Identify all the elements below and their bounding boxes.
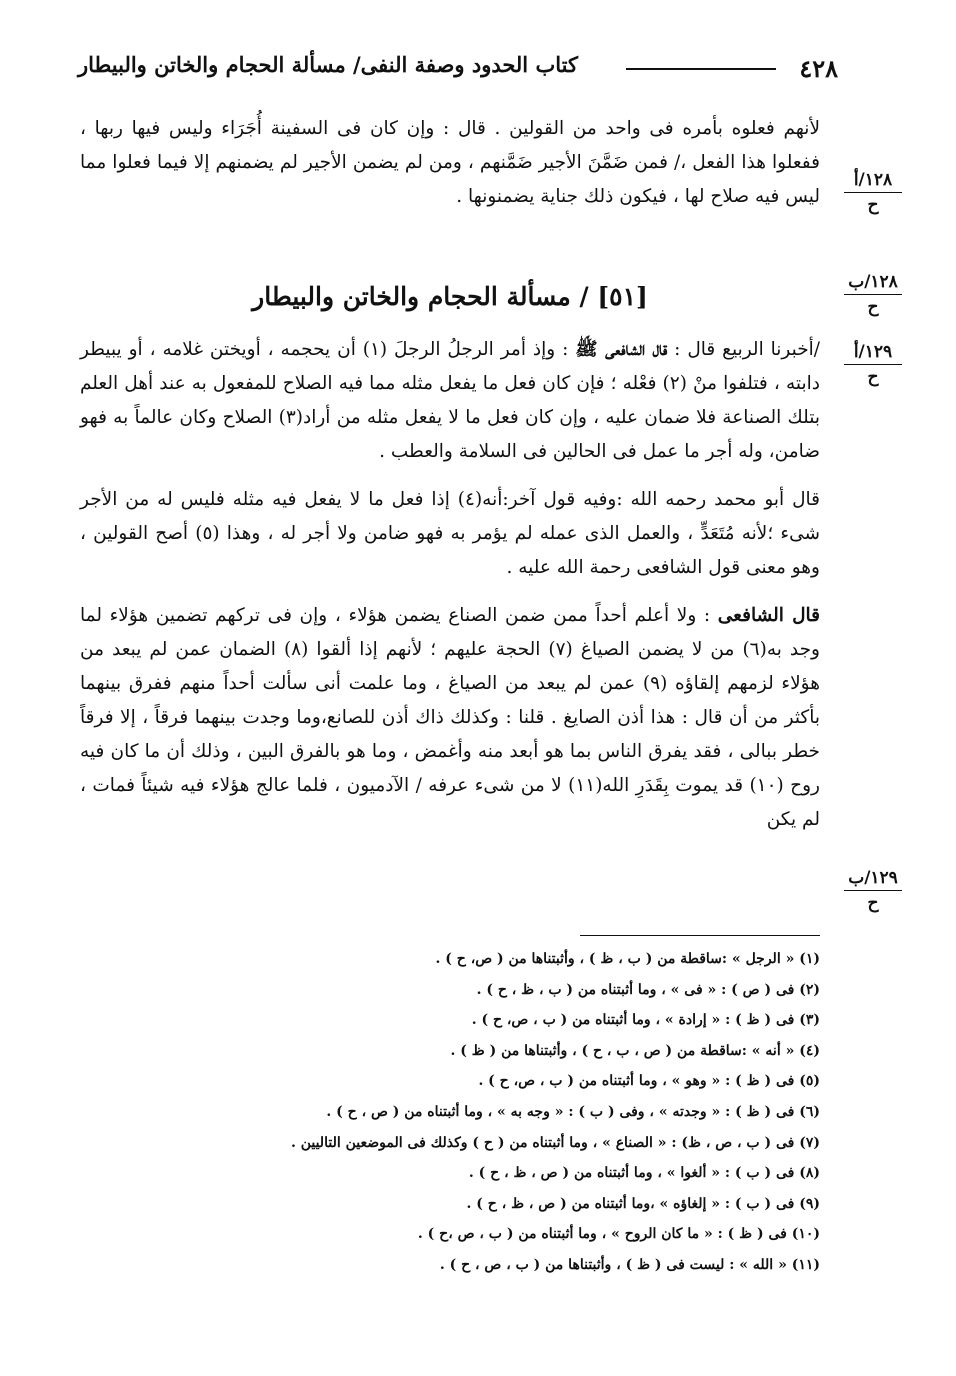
header-rule	[626, 68, 776, 70]
main-text	[80, 333, 820, 837]
footnote: (٥) فى ( ظ ) : « وهو » ، وما أثبتناه من ( ب ، ص، ح ) .	[478, 1073, 820, 1090]
footnote: (٤) « أنه » :ساقطة من ( ص ، ب ، ح ) ، وأثبتناها من ( ظ ) .	[450, 1042, 820, 1059]
footnote: (٧) فى ( ب ، ص ، ظ) : « الصناع » ، وما أثبتناه من ( ح ) وكذلك فى الموضعين التاليين .	[290, 1134, 820, 1151]
margin-note-siglum: ح	[867, 195, 879, 215]
paragraph-lead: /أخبرنا الربيع قال :	[667, 339, 821, 360]
footnote: (٩) فى ( ب ) : « إلغاؤه » ،وما أثبتناه من ( ص ، ظ ، ح ) .	[466, 1195, 820, 1212]
paragraph-text: : وإذ أمر الرجلُ الرجلَ (١) أن يحجمه ، أويختن غلامه ، أو يبيطر دابته ، فتلفوا منْ (٢) فعْله ؛ فإن كان فعل ما يفعل مثله مما فيه الصلاح للمفعول به عند أهل العلم بتلك الصناعة فلا ضمان عليه ، وإن كان فعل ما لا يفعل مثله من أراد(٣) الصلاح وكان عالماً به فهو ضامن، وله أجر ما عمل فى الحالين فى السلامة والعطب .	[80, 339, 821, 462]
footnote: (١) « الرجل » :ساقطة من ( ب ، ظ ) ، وأثبتناها من ( ص، ح ) .	[435, 951, 820, 967]
margin-note-folio: ١٢٩/ب	[844, 868, 902, 891]
footnote: (٦) فى ( ظ ) : « وجدته » ، وفى ( ب ) : « وجه به » ، وما أثبتناه من ( ص ، ح ) .	[326, 1103, 820, 1120]
margin-note-siglum: ح	[867, 893, 879, 913]
margin-note-folio: ١٢٨/أ	[844, 170, 902, 193]
footnote: (٢) فى ( ص ) : « فى » ، وما أثبتناه من ( ب ، ظ ، ح ) .	[476, 981, 820, 998]
running-title: كتاب الحدود وصفة النفى/ مسألة الحجام والخاتن والبيطار	[78, 52, 578, 77]
speaker-label: قال الشافعى	[717, 605, 820, 626]
footnote: (١١) « الله » : ليست فى ( ظ ) ، وأثبتناها من ( ب ، ص ، ح ) .	[439, 1256, 820, 1273]
paragraph-text: : ولا أعلم أحداً ممن ضمن الصناع يضمن هؤلاء ، وإن فى تركهم تضمين هؤلاء لما وجد به(٦) من لا يضمن الصياغ (٧) الحجة عليهم ؛ لأنهم إذا ألقوا (٨) الضمان عمن لم يبعد من هؤلاء لزمهم إلقاؤه (٩) عمن لم يبعد من الصياغ ، وما علمت أنى سألت أحداً منهم ففرق بينهما بأكثر من أن قال : هذا أذن الصايغ . قلنا : وكذلك ذاك أذن للصانع،وما وجدت بينهما فرقاً ، إلا فرقاً خطر ببالى ، فقد يفرق الناس بما هو أبعد منه وأغمض ، وما هو بالفرق البين ، وذلك أن ما كان فيه روح (١٠) قد يموت بِقَدَرِ الله(١١) لا من شىء عرفه / الآدميون ، فلما عالج هؤلاء فيه شيئاً فمات ، لم يكن	[80, 605, 820, 830]
margin-note-siglum: ح	[867, 367, 879, 387]
footnote: (٣) فى ( ظ ) : « إرادة » ، وما أثبتناه من ( ب ، ص، ح ) .	[471, 1012, 820, 1029]
footnote-rule	[580, 935, 820, 936]
page-header	[78, 52, 838, 92]
margin-note	[844, 868, 902, 913]
margin-note	[844, 272, 902, 317]
margin-note-folio: ١٢٨/ب	[844, 272, 902, 295]
paragraph	[80, 333, 820, 469]
paragraph-text: قال أبو محمد رحمه الله :وفيه قول آخر:أنه(٤) إذا فعل ما لا يفعل فيه مثله فليس له من الأجر شىء ؛لأنه مُتَعَدٍّ ، والعمل الذى عمله لم يؤمر به فهو ضامن ولا أجر له ، وهذا (٥) أصح القولين ، وهو معنى قول الشافعى رحمة الله عليه .	[80, 489, 820, 578]
footnote: (٨) فى ( ب ) : « ألغوا » ، وما أثبتناه من ( ص ، ظ ، ح ) .	[468, 1165, 820, 1182]
section-title: [٥١] / مسألة الحجام والخاتن والبيطار	[252, 282, 648, 311]
margin-note-folio: ١٢٩/أ	[844, 342, 902, 365]
margin-note-siglum: ح	[867, 297, 879, 317]
footnotes	[120, 944, 820, 1281]
paragraph	[80, 599, 820, 837]
footnote: (١٠) فى ( ظ ) : « ما كان الروح » ، وما أثبتناه من ( ب ، ص ،ح ) .	[417, 1226, 820, 1243]
paragraph	[80, 483, 820, 585]
page-number: ٤٢٨	[799, 54, 838, 83]
intro-paragraph: لأنهم فعلوه بأمره فى واحد من القولين . قال : وإن كان فى السفينة أُجَرَاء وليس فيها ربها ، ففعلوا هذا الفعل ،/ فمن ضَمَّنَ الأجير ضَمَّنهم ، ومن لم يضمن الأجير لم يضمنهم إلا فيما فعلوا مما ليس فيه صلاح لها ، فيكون ذلك جناية يضمنونها .	[80, 118, 820, 207]
margin-note	[844, 170, 902, 215]
margin-note	[844, 342, 902, 387]
speaker-label: قال الشافعى ﷺ	[575, 339, 668, 360]
intro-text	[80, 112, 820, 214]
